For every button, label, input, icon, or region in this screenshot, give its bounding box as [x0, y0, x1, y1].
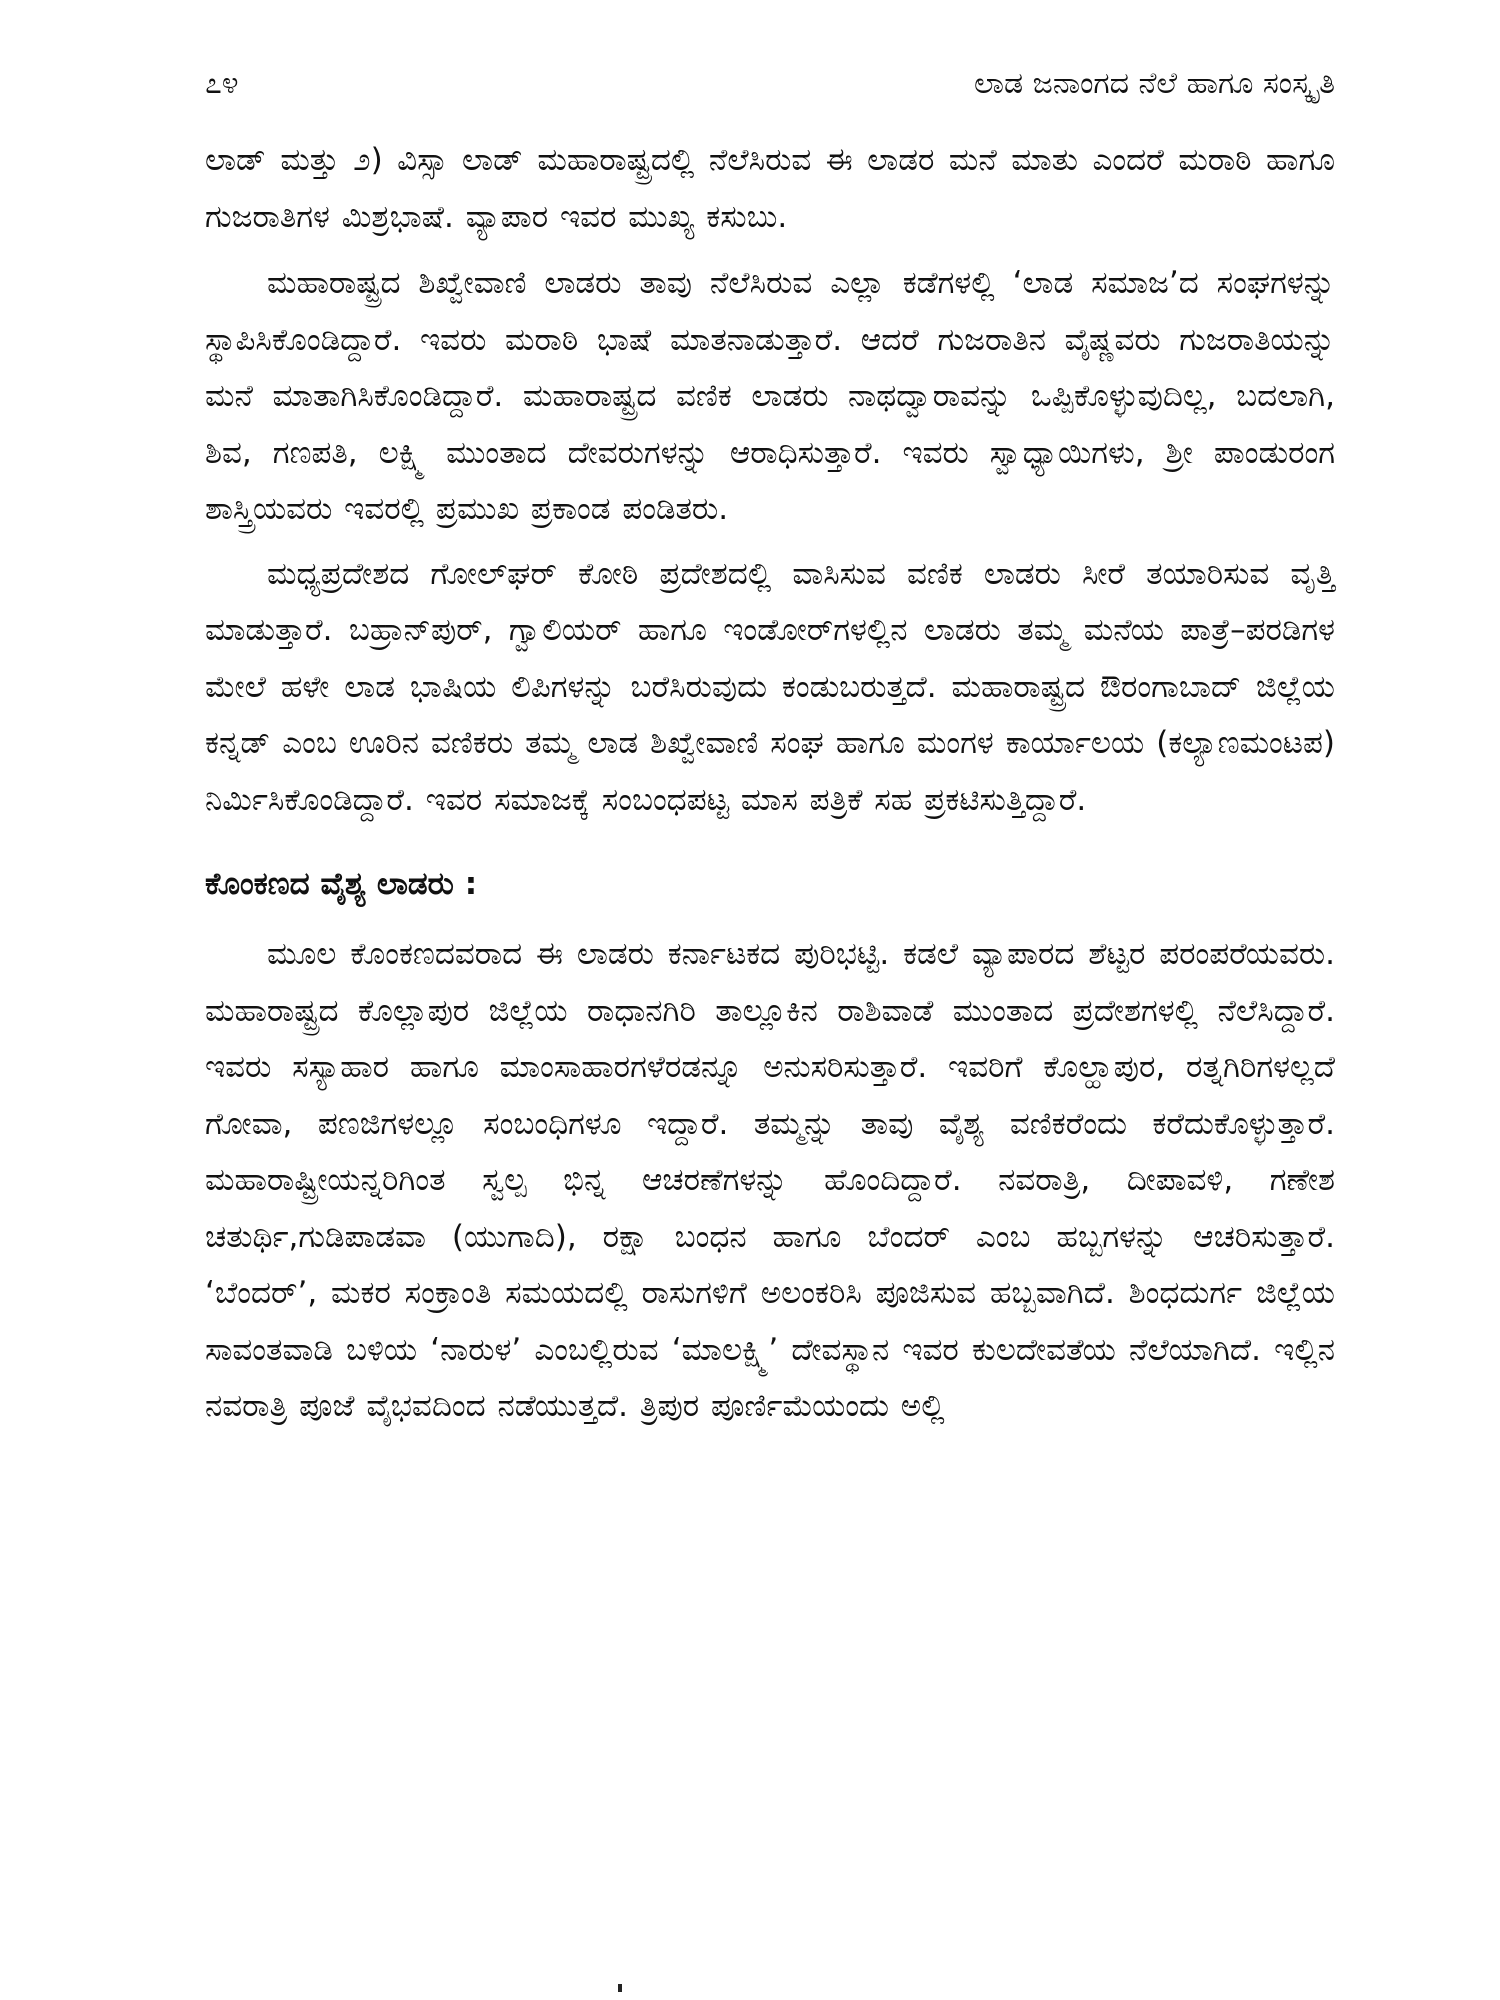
book-title: ಲಾಡ ಜನಾಂಗದ ನೆಲೆ ಹಾಗೂ ಸಂಸ್ಕೃತಿ	[973, 66, 1335, 101]
section-heading: ಕೊಂಕಣದ ವೈಶ್ಯ ಲಾಡರು :	[205, 866, 478, 902]
paragraph-3: ಮಧ್ಯಪ್ರದೇಶದ ಗೋಲ್‌ಘರ್ ಕೋಠಿ ಪ್ರದೇಶದಲ್ಲಿ ವಾಸಿಸುವ ವಣಿಕ ಲಾಡರು ಸೀರೆ ತಯಾರಿಸುವ ವೃತ್ತಿ ಮಾಡುತ್ತಾರೆ. ಬಹ್ರಾನ್‌ಪುರ್, ಗ್ವಾಲಿಯರ್ ಹಾಗೂ ಇಂಡೋರ್‌ಗಳಲ್ಲಿನ ಲಾಡರು ತಮ್ಮ ಮನೆಯ ಪಾತ್ರೆ–ಪರಡಿಗಳ ಮೇಲೆ ಹಳೇ ಲಾಡ ಭಾಷಿಯ ಲಿಪಿಗಳನ್ನು ಬರೆಸಿರುವುದು ಕಂಡುಬರುತ್ತದೆ. ಮಹಾರಾಷ್ಟ್ರದ ಔರಂಗಾಬಾದ್ ಜಿಲ್ಲೆಯ ಕನ್ನಡ್ ಎಂಬ ಊರಿನ ವಣಿಕರು ತಮ್ಮ ಲಾಡ ಶಿಖ್ವೇವಾಣಿ ಸಂಘ ಹಾಗೂ ಮಂಗಳ ಕಾರ್ಯಾಲಯ (ಕಲ್ಯಾಣಮಂಟಪ) ನಿರ್ಮಿಸಿಕೊಂಡಿದ್ದಾರೆ. ಇವರ ಸಮಾಜಕ್ಕೆ ಸಂಬಂಧಪಟ್ಟ ಮಾಸ ಪತ್ರಿಕೆ ಸಹ ಪ್ರಕಟಿಸುತ್ತಿದ್ದಾರೆ.	[205, 555, 1335, 818]
paragraph-2: ಮಹಾರಾಷ್ಟ್ರದ ಶಿಖ್ವೇವಾಣಿ ಲಾಡರು ತಾವು ನೆಲೆಸಿರುವ ಎಲ್ಲಾ ಕಡೆಗಳಲ್ಲಿ ‘ಲಾಡ ಸಮಾಜ’ದ ಸಂಘಗಳನ್ನು ಸ್ಥಾಪಿಸಿಕೊಂಡಿದ್ದಾರೆ. ಇವರು ಮರಾಠಿ ಭಾಷೆ ಮಾತನಾಡುತ್ತಾರೆ. ಆದರೆ ಗುಜರಾತಿನ ವೈಷ್ಣವರು ಗುಜರಾತಿಯನ್ನು ಮನೆ ಮಾತಾಗಿಸಿಕೊಂಡಿದ್ದಾರೆ. ಮಹಾರಾಷ್ಟ್ರದ ವಣಿಕ ಲಾಡರು ನಾಥದ್ವಾರಾವನ್ನು ಒಪ್ಪಿಕೊಳ್ಳುವುದಿಲ್ಲ, ಬದಲಾಗಿ, ಶಿವ, ಗಣಪತಿ, ಲಕ್ಷ್ಮಿ ಮುಂತಾದ ದೇವರುಗಳನ್ನು ಆರಾಧಿಸುತ್ತಾರೆ. ಇವರು ಸ್ವಾಧ್ಯಾಯಿಗಳು, ಶ್ರೀ ಪಾಂಡುರಂಗ ಶಾಸ್ತ್ರಿಯವರು ಇವರಲ್ಲಿ ಪ್ರಮುಖ ಪ್ರಕಾಂಡ ಪಂಡಿತರು.	[205, 265, 1335, 527]
paragraph-1: ಲಾಡ್ ಮತ್ತು ೨) ವಿಸ್ಸಾ ಲಾಡ್ ಮಹಾರಾಷ್ಟ್ರದಲ್ಲಿ ನೆಲೆಸಿರುವ ಈ ಲಾಡರ ಮನೆ ಮಾತು ಎಂದರೆ ಮರಾಠಿ ಹಾಗೂ ಗುಜರಾತಿಗಳ ಮಿಶ್ರಭಾಷೆ. ವ್ಯಾಪಾರ ಇವರ ಮುಖ್ಯ ಕಸುಬು.	[205, 142, 1335, 235]
paragraph-4: ಮೂಲ ಕೊಂಕಣದವರಾದ ಈ ಲಾಡರು ಕರ್ನಾಟಕದ ಪುರಿಭಟ್ಟಿ. ಕಡಲೆ ವ್ಯಾಪಾರದ ಶೆಟ್ಟರ ಪರಂಪರೆಯವರು. ಮಹಾರಾಷ್ಟ್ರದ ಕೊಲ್ಲಾಪುರ ಜಿಲ್ಲೆಯ ರಾಧಾನಗಿರಿ ತಾಲ್ಲೂಕಿನ ರಾಶಿವಾಡೆ ಮುಂತಾದ ಪ್ರದೇಶಗಳಲ್ಲಿ ನೆಲೆಸಿದ್ದಾರೆ. ಇವರು ಸಸ್ಯಾಹಾರ ಹಾಗೂ ಮಾಂಸಾಹಾರಗಳೆರಡನ್ನೂ ಅನುಸರಿಸುತ್ತಾರೆ. ಇವರಿಗೆ ಕೊಲ್ಹಾಪುರ, ರತ್ನಗಿರಿಗಳಲ್ಲದೆ ಗೋವಾ, ಪಣಜಿಗಳಲ್ಲೂ ಸಂಬಂಧಿಗಳೂ ಇದ್ದಾರೆ. ತಮ್ಮನ್ನು ತಾವು ವೈಶ್ಯ ವಣಿಕರೆಂದು ಕರೆದುಕೊಳ್ಳುತ್ತಾರೆ. ಮಹಾರಾಷ್ಟ್ರೀಯನ್ನರಿಗಿಂತ ಸ್ವಲ್ಪ ಭಿನ್ನ ಆಚರಣೆಗಳನ್ನು ಹೊಂದಿದ್ದಾರೆ. ನವರಾತ್ರಿ, ದೀಪಾವಳಿ, ಗಣೇಶ ಚತುರ್ಥಿ,ಗುಡಿಪಾಡವಾ (ಯುಗಾದಿ), ರಕ್ಷಾ ಬಂಧನ ಹಾಗೂ ಬೆಂದರ್ ಎಂಬ ಹಬ್ಬಗಳನ್ನು ಆಚರಿಸುತ್ತಾರೆ. ‘ಬೆಂದರ್’, ಮಕರ ಸಂಕ್ರಾಂತಿ ಸಮಯದಲ್ಲಿ ರಾಸುಗಳಿಗೆ ಅಲಂಕರಿಸಿ ಪೂಜಿಸುವ ಹಬ್ಬವಾಗಿದೆ. ಶಿಂಧದುರ್ಗ ಜಿಲ್ಲೆಯ ಸಾವಂತವಾಡಿ ಬಳಿಯ ‘ನಾರುಳ’ ಎಂಬಲ್ಲಿರುವ ‘ಮಾಲಕ್ಷ್ಮಿ’ ದೇವಸ್ಥಾನ ಇವರ ಕುಲದೇವತೆಯ ನೆಲೆಯಾಗಿದೆ. ಇಲ್ಲಿನ ನವರಾತ್ರಿ ಪೂಜೆ ವೈಭವದಿಂದ ನಡೆಯುತ್ತದೆ. ತ್ರಿಪುರ ಪೂರ್ಣಿಮೆಯಂದು ಅಲ್ಲಿ	[205, 936, 1335, 1424]
running-header	[205, 62, 1335, 106]
page-body	[205, 132, 1335, 1435]
page-number: ೭೪	[205, 66, 239, 101]
footer-mark	[618, 1984, 622, 1992]
